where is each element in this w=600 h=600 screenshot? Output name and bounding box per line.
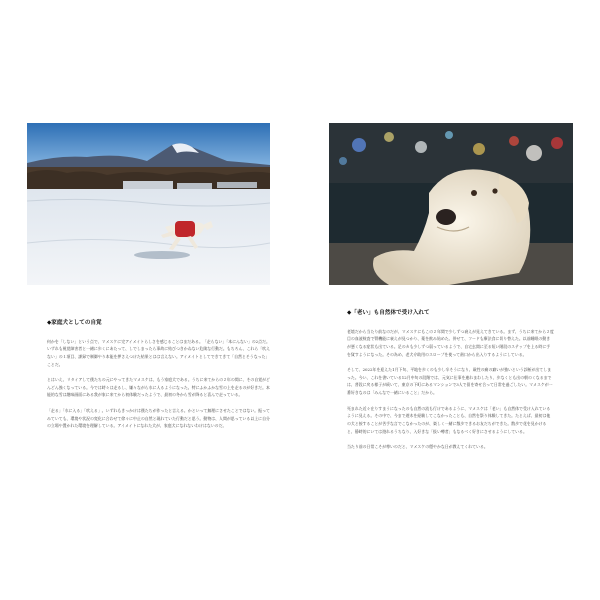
dog-running-in-snow-photo xyxy=(27,123,270,285)
section-heading: ◆家庭犬としての自覚 xyxy=(47,320,102,326)
dog-portrait-icon xyxy=(329,123,573,285)
dog-portrait-photo xyxy=(329,123,573,285)
left-article-column xyxy=(47,320,273,438)
dog-running-in-snow-icon xyxy=(27,123,270,285)
body-paragraph: そして、2022年を迎えた1月下旬、平地を歩くのも少し辛そうになり、歳性の痛の癖いが強いという診断が出てしまった。今い、これを書いている12月中旬の段階では、元気に仕事を連れまわしたり、歩なくとも出の朝のくなるまでは、普段に戻る様子が続いて、東京の下町にあるマンションで3人で留を寄せ合って日常を過ごしたい。マメスケが一番好きなのは「みんなで一緒にいること」だから。 xyxy=(347,367,553,396)
section-heading: ◆「老い」も自然体で受け入れて xyxy=(347,310,430,316)
body-paragraph: 当たり前の日常こそが尊いのだと、マメスケの穏やかな日が教えてくれている。 xyxy=(347,444,488,450)
body-paragraph: とはいえ、リタイアして僕たちの元にやってきたマメスケは、もう家庭犬である。うちに来てからの２年の間に、その自覚がどんどん強くなっている。今では時々は走るし、嫌々ながら水に人るようになった。特にふかふかな雪の上を走るのが好きだ。本能的な雪は趣味画面にある我が家に来てから初体験だったようで、最初の冬から雪が降ると喜んで走っている。 xyxy=(47,377,270,398)
body-paragraph: 死まれた近々在りすまうになったのも自然の流も行けであるように、マメスケは「老い」も自然体で受け入れているように見える。その中で、今まで遊木を経験してこなかったことも、自然を祭り体験してきた。たとえば、最初は他の犬と接することが苦手な言でこなかったのが、楽しく一緒に散歩できるお友だちができた。散歩で花を見かけると、静時的にいては遊れるうちなり、入好きな「扱い噂者」もなるべく好きにさせるようにしている。 xyxy=(347,405,551,434)
body-paragraph: 老境だから当たり前なのだが、マメスケにもこの２年間で少しずつ衰えが見えてきている。まず、うちに来てから２度目の血液検査で腎機能に衰えが見つかり、薬を飲み始めた。併せて、フードも療法食に切り替えた。以前睡眠の動きが悪くなる症状も出ている。足のカも少しずつ弱っているようで、自宅玄関に至る短い階段のステップを上る時に手を貸すようになった。その為め、老犬介助用のスロープを使って歯口から出入りするようにしている。 xyxy=(347,328,554,357)
body-paragraph: 何かを「しない」という点で、マメスケに完アイメイトらしさを感じることはまだある。「走らない」「本にんない」の2点だ。いずれも視覚障害者と一緒に歩くにあたって、しでしまったら事故に結びつきかねない危険な行動だ。もちろん、これら「吠えない」の１項目、課録で制御やり本能を押さえつけた結果とはは言えない。アイメイトとしてできてきて「自然とそうなった」ことだ。 xyxy=(47,338,271,367)
right-article-column xyxy=(347,310,554,459)
body-paragraph: 「走る」「水に入る」「吠える」。いずれもきっかけは僕たちが作ったと言える。かといって無理にさせたことではない。振ってみていても、環境や状況の変化に合わせて徐々に中止の自然と現れていた行動だと思う。動物は、人間が思っている以上に自分の立場や置かれた環境を理解している。アイメイトになれた犬が、家庭犬になれないわけはないのだ。 xyxy=(47,408,270,429)
